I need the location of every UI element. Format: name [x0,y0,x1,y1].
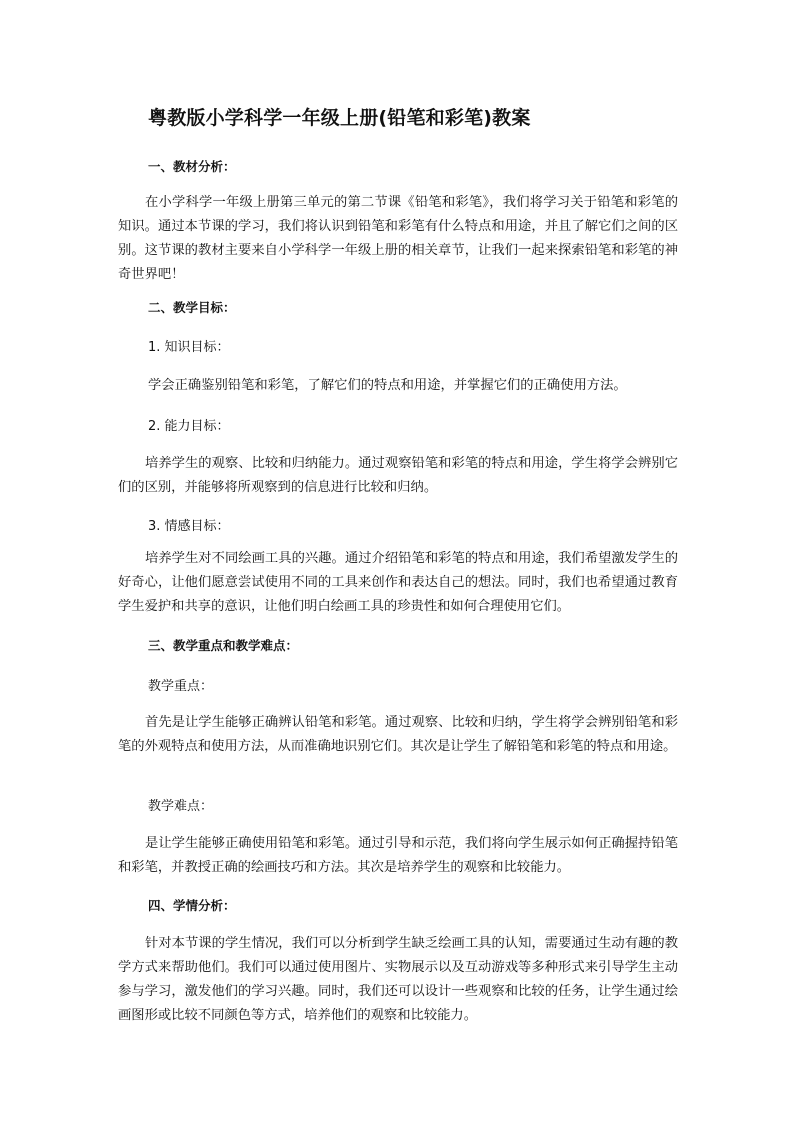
label-ability-goal: 2. 能力目标： [148,419,230,434]
paragraph-student-analysis: 针对本节课的学生情况，我们可以分析到学生缺乏绘画工具的认知，需要通过生动有趣的教学方式来帮助他们。我们可以通过使用图片、实物展示以及互动游戏等多种形式来引导学生主动参与学习，激发他们的学习兴趣。同时，我们还可以设计一些观察和比较的任务，让学生通过绘画图形或比较不同颜色等方式，培养他们的观察和比较能力。 [118,936,678,1023]
paragraph-knowledge-goal: 学会正确鉴别铅笔和彩笔，了解它们的特点和用途，并掌握它们的正确使用方法。 [148,378,627,393]
section-heading-textbook-analysis: 一、教材分析： [148,159,236,174]
section-heading-teaching-goals: 二、教学目标： [148,300,236,315]
paragraph-emotion-goal: 培养学生对不同绘画工具的兴趣。通过介绍铅笔和彩笔的特点和用途，我们希望激发学生的好奇心，让他们愿意尝试使用不同的工具来创作和表达自己的想法。同时，我们也希望通过教育学生爱护和共享的意识，让他们明白绘画工具的珍贵性和如何合理使用它们。 [118,551,678,614]
paragraph-textbook-analysis: 在小学科学一年级上册第三单元的第二节课《铅笔和彩笔》，我们将学习关于铅笔和彩笔的知识。通过本节课的学习，我们将认识到铅笔和彩笔有什么特点和用途，并且了解它们之间的区别。这节课的教材主要来自小学科学一年级上册的相关章节，让我们一起来探索铅笔和彩笔的神奇世界吧！ [118,195,678,282]
label-emotion-goal: 3. 情感目标： [148,519,230,534]
paragraph-ability-goal: 培养学生的观察、比较和归纳能力。通过观察铅笔和彩笔的特点和用途，学生将学会辨别它们的区别，并能够将所观察到的信息进行比较和归纳。 [118,456,678,495]
label-difficult-points: 教学难点： [148,799,214,814]
document-title: 粤教版小学科学一年级上册(铅笔和彩笔)教案 [148,107,531,129]
section-heading-student-analysis: 四、学情分析： [148,898,236,913]
paragraph-key-points: 首先是让学生能够正确辨认铅笔和彩笔。通过观察、比较和归纳，学生将学会辨别铅笔和彩笔的外观特点和使用方法，从而准确地识别它们。其次是让学生了解铅笔和彩笔的特点和用途。 [118,715,678,754]
section-heading-key-and-difficult-points: 三、教学重点和教学难点： [148,638,299,653]
label-knowledge-goal: 1. 知识目标： [148,340,230,355]
label-key-points: 教学重点： [148,679,214,694]
paragraph-difficult-points: 是让学生能够正确使用铅笔和彩笔。通过引导和示范，我们将向学生展示如何正确握持铅笔和彩笔，并教授正确的绘画技巧和方法。其次是培养学生的观察和比较能力。 [118,836,678,875]
